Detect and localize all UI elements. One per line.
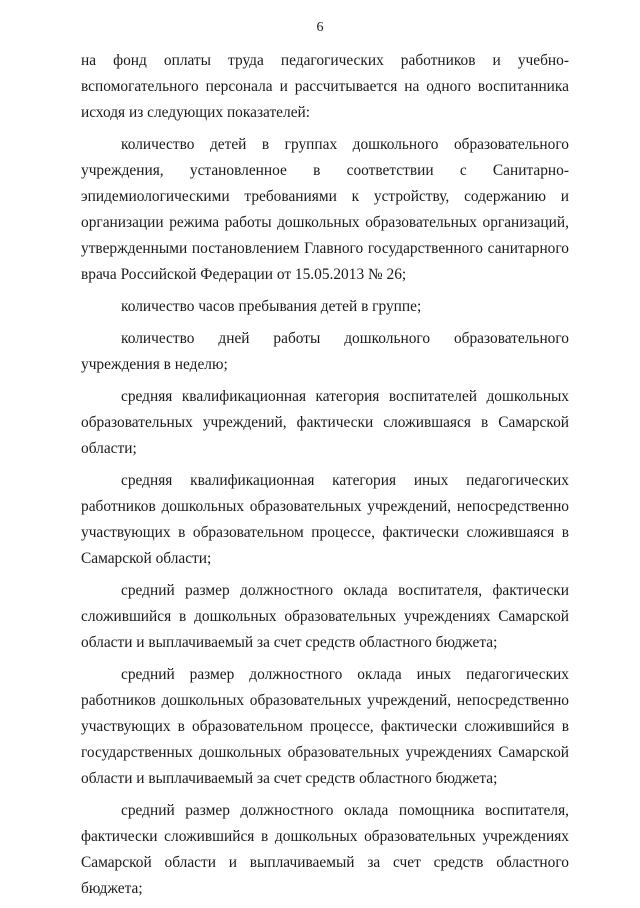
paragraph: средняя квалификационная категория воспитателей дошкольных образовательных учреждений, фактически сложившаяся в Самарской области; [81,388,569,457]
paragraph: средний размер должностного оклада воспитателя, фактически сложившийся в дошкольных образовательных учреждениях Самарской области и выплачиваемый за счет средств областного бюджета; [81,582,569,651]
paragraph: количество детей в группах дошкольного образовательного учреждения, установленное в соответствии с Санитарно-эпидемиологическими требованиями к устройству, содержанию и организации режима работы дошкольных образовательных организаций, утвержденными постановлением Главного государственного санитарного врача Российской Федерации от 15.05.2013 № 26; [81,136,569,283]
body-text [81,48,569,908]
page-number: 6 [316,20,324,35]
paragraph: количество часов пребывания детей в группе; [121,298,422,315]
paragraph: на фонд оплаты труда педагогических работников и учебно-вспомогательного персонала и рассчитывается на одного воспитанника исходя из следующих показателей: [81,52,569,121]
paragraph: количество дней работы дошкольного образовательного учреждения в неделю; [81,330,569,373]
paragraph: средний размер должностного оклада помощника воспитателя, фактически сложившийся в дошкольных образовательных учреждениях Самарской области и выплачиваемый за счет средств областного бюджета; [81,802,569,897]
paragraph: средняя квалификационная категория иных педагогических работников дошкольных образовательных учреждений, непосредственно участвующих в образовательном процессе, фактически сложившаяся в Самарской области; [81,472,569,567]
paragraph: средний размер должностного оклада иных педагогических работников дошкольных образовательных учреждений, непосредственно участвующих в образовательном процессе, фактически сложившийся в государственных дошкольных образовательных учреждениях Самарской области и выплачиваемый за счет средств областного бюджета; [81,666,569,787]
